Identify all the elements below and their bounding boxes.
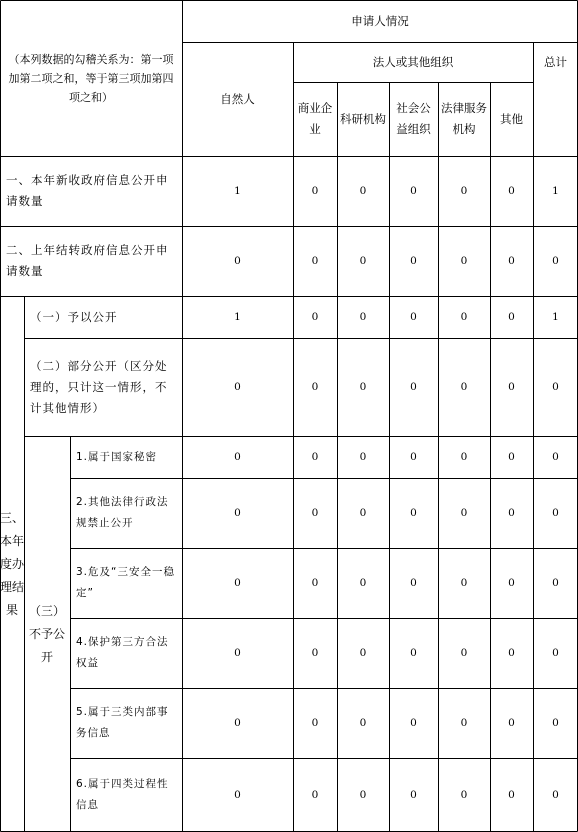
value-disclose-other: 0 [508,310,515,323]
header-natural-person: 自然人 [220,91,255,106]
value-three-safety-public-welfare: 0 [410,576,417,589]
value-third-party-total: 0 [552,646,559,659]
row-label-carried-over: 二、上年结转政府信息公开申请数量 [6,243,169,278]
value-disclose-legal-service: 0 [460,310,468,323]
row-label-disclose: （一）予以公开 [30,309,118,324]
value-carried-over-research: 0 [359,254,367,267]
value-carried-over-other: 0 [508,254,515,267]
value-disclose-research: 0 [359,310,367,323]
value-partial-public-welfare: 0 [410,380,417,393]
value-new-applications-total: 1 [552,184,559,197]
value-internal-affairs-legal-service: 0 [460,716,468,729]
value-process-info-other: 0 [508,788,515,801]
value-three-safety-total: 0 [552,576,559,589]
value-three-safety-legal-service: 0 [460,576,468,589]
value-internal-affairs-natural-person: 0 [234,716,241,729]
value-process-info-research: 0 [359,788,367,801]
value-state-secret-other: 0 [508,450,515,463]
row-label-process-info: 6.属于四类过程性信息 [76,778,169,811]
value-internal-affairs-total: 0 [552,716,559,729]
value-process-info-commercial: 0 [311,788,319,801]
value-third-party-public-welfare: 0 [410,646,417,659]
header-legal-service: 法律服务机构 [441,101,487,136]
header-research: 科研机构 [340,111,386,126]
value-law-prohibited-commercial: 0 [311,506,319,519]
value-three-safety-other: 0 [508,576,515,589]
row-label-three-safety: 3.危及“三安全一稳定” [76,566,175,599]
value-law-prohibited-other: 0 [508,506,515,519]
value-three-safety-commercial: 0 [311,576,319,589]
value-internal-affairs-other: 0 [508,716,515,729]
value-partial-research: 0 [359,380,367,393]
value-new-applications-commercial: 0 [311,184,319,197]
value-carried-over-natural-person: 0 [234,254,241,267]
value-disclose-public-welfare: 0 [410,310,417,323]
row-label-partial: （二）部分公开（区分处理的，只计这一情形，不计其他情形） [30,358,168,415]
value-carried-over-public-welfare: 0 [410,254,417,267]
value-process-info-natural-person: 0 [234,788,241,801]
value-carried-over-legal-service: 0 [460,254,468,267]
value-law-prohibited-research: 0 [359,506,367,519]
value-new-applications-public-welfare: 0 [410,184,417,197]
header-public-welfare: 社会公益组织 [396,101,431,136]
value-internal-affairs-public-welfare: 0 [410,716,417,729]
value-disclose-total: 1 [552,310,559,323]
value-law-prohibited-public-welfare: 0 [410,506,417,519]
value-three-safety-natural-person: 0 [234,576,241,589]
row-label-new-applications: 一、本年新收政府信息公开申请数量 [6,173,169,208]
value-third-party-commercial: 0 [311,646,319,659]
value-state-secret-legal-service: 0 [460,450,468,463]
value-three-safety-research: 0 [359,576,367,589]
value-new-applications-other: 0 [508,184,515,197]
row-label-internal-affairs: 5.属于三类内部事务信息 [76,706,169,739]
value-disclose-commercial: 0 [311,310,319,323]
value-law-prohibited-natural-person: 0 [234,506,241,519]
not-disclosed-label: （三）不予公开 [29,603,66,664]
value-process-info-public-welfare: 0 [410,788,417,801]
value-new-applications-research: 0 [359,184,367,197]
value-process-info-legal-service: 0 [460,788,468,801]
value-partial-natural-person: 0 [234,380,241,393]
value-disclose-natural-person: 1 [234,310,241,323]
value-partial-commercial: 0 [311,380,319,393]
header-applicant-situation: 申请人情况 [351,13,409,28]
value-new-applications-natural-person: 1 [234,184,241,197]
value-law-prohibited-legal-service: 0 [460,506,468,519]
value-new-applications-legal-service: 0 [460,184,468,197]
value-state-secret-research: 0 [359,450,367,463]
value-process-info-total: 0 [552,788,559,801]
section-three-label: 三、本年度办理结果 [0,510,25,617]
header-note: （本列数据的勾稽关系为：第一项加第二项之和，等于第三项加第四项之和） [8,52,174,104]
value-state-secret-natural-person: 0 [234,450,241,463]
value-third-party-natural-person: 0 [234,646,241,659]
value-third-party-research: 0 [359,646,367,659]
row-label-third-party: 4.保护第三方合法权益 [76,636,169,669]
value-internal-affairs-commercial: 0 [311,716,319,729]
value-internal-affairs-research: 0 [359,716,367,729]
value-law-prohibited-total: 0 [552,506,559,519]
value-state-secret-public-welfare: 0 [410,450,417,463]
value-state-secret-commercial: 0 [311,450,319,463]
header-legal-other-org: 法人或其他组织 [372,54,454,69]
value-carried-over-total: 0 [552,254,559,267]
row-label-law-prohibited: 2.其他法律行政法规禁止公开 [76,496,169,529]
header-commercial: 商业企业 [297,101,333,136]
header-total: 总计 [544,54,567,69]
header-other: 其他 [500,111,523,126]
value-partial-legal-service: 0 [460,380,468,393]
value-third-party-other: 0 [508,646,515,659]
row-label-state-secret: 1.属于国家秘密 [76,450,158,463]
value-carried-over-commercial: 0 [311,254,319,267]
value-partial-total: 0 [552,380,559,393]
value-state-secret-total: 0 [552,450,559,463]
value-third-party-legal-service: 0 [460,646,468,659]
value-partial-other: 0 [508,380,515,393]
